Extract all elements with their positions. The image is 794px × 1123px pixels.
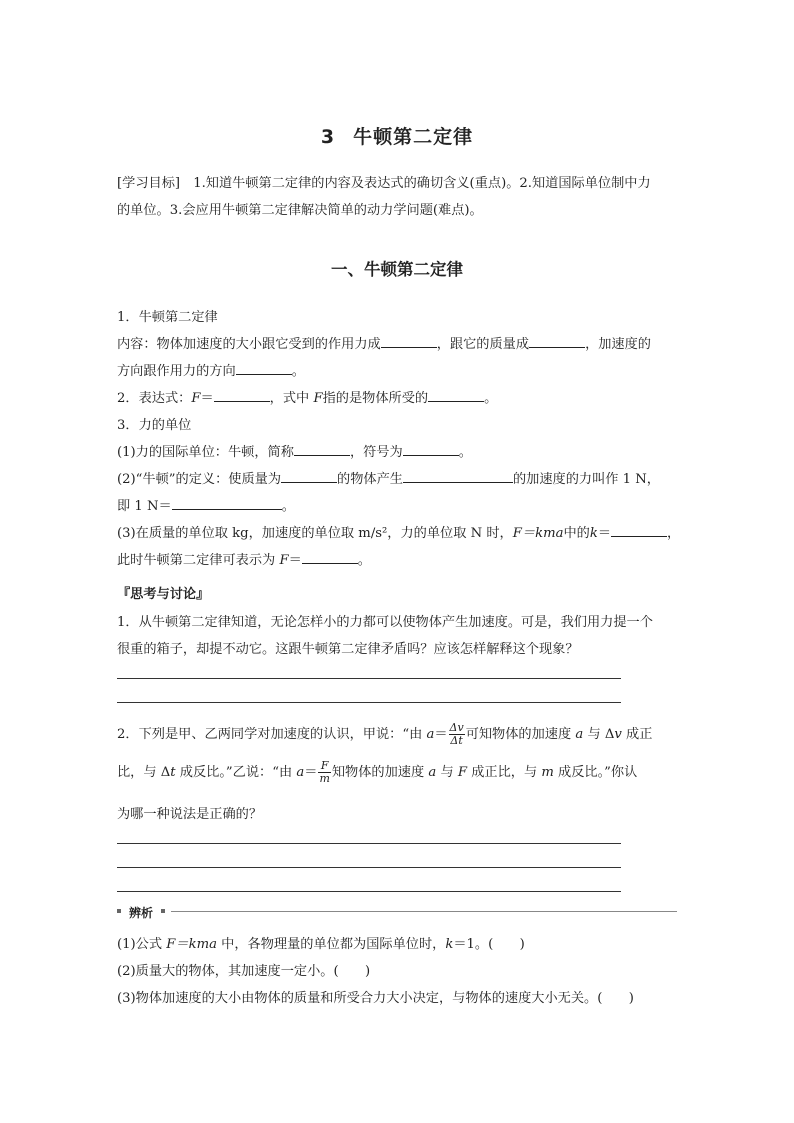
analysis-statement-3: (3)物体加速度的大小由物体的质量和所受合力大小决定，与物体的速度大小无关。( ): [117, 991, 634, 1006]
objectives-line-2: 的单位。3.会应用牛顿第二定律解决简单的动力学问题(难点)。: [117, 203, 483, 218]
answer-blank[interactable]: [611, 522, 667, 537]
answer-blank[interactable]: [294, 441, 350, 456]
section-heading: 一、牛顿第二定律: [331, 260, 463, 279]
discussion-heading: 『思考与讨论』: [117, 587, 210, 602]
item3-sub3-line-2: 此时牛顿第二定律可表示为 F＝ 。: [117, 549, 371, 568]
answer-blank[interactable]: [403, 468, 513, 483]
question-1-line-1: 1．从牛顿第二定律知道，无论怎样小的力都可以使物体产生加速度。可是，我们用力提一个: [117, 615, 653, 630]
item3-sub2-line-1: (2)“牛顿”的定义：使质量为 的物体产生 的加速度的力叫作 1 N，: [117, 468, 660, 487]
item3-sub2-line-2: 即 1 N＝ 。: [117, 495, 295, 514]
question-1-line-2: 很重的箱子，却提不动它。这跟牛顿第二定律矛盾吗？应该怎样解释这个现象？: [117, 642, 579, 657]
item1-content-line-2: 方向跟作用力的方向 。: [117, 360, 305, 379]
answer-blank[interactable]: [381, 333, 437, 348]
analysis-statement-1: (1)公式 F＝kma 中，各物理量的单位都为国际单位时，k＝1。( ): [117, 937, 525, 952]
answer-line[interactable]: [117, 678, 621, 679]
answer-line[interactable]: [117, 891, 621, 892]
analysis-label: 辨析: [129, 906, 154, 920]
question-2-line-2: 比，与 Δt 成反比。”乙说：“由 a＝ $\frac{F}{m}$ 知物体的加速度 a 与 F 成正比，与 m 成反比。”你认: [117, 759, 638, 785]
answer-blank[interactable]: [281, 468, 337, 483]
analysis-statement-2: (2)质量大的物体，其加速度一定小。( ): [117, 964, 371, 979]
answer-blank[interactable]: [214, 387, 270, 402]
analysis-header: [117, 904, 677, 920]
question-2-line-3: 为哪一种说法是正确的？: [117, 807, 263, 822]
divider: [171, 911, 677, 912]
question-2-line-1: 2．下列是甲、乙两同学对加速度的认识，甲说：“由 a＝ $\frac{\Delta v}{\Delta t}$ 可知物体的加速度 a 与 Δv 成正: [117, 721, 653, 747]
answer-line[interactable]: [117, 867, 621, 868]
answer-blank[interactable]: [236, 360, 292, 375]
answer-line[interactable]: [117, 702, 621, 703]
bullet-icon: [161, 909, 165, 913]
objectives-line-1: [学习目标] 1.知道牛顿第二定律的内容及表达式的确切含义(重点)。2.知道国际单位制中力: [117, 176, 651, 191]
item1-heading: 1．牛顿第二定律: [117, 310, 218, 325]
page-title: [117, 122, 677, 149]
answer-line[interactable]: [117, 843, 621, 844]
answer-blank[interactable]: [302, 549, 358, 564]
fraction-dv-dt: $\frac{\Delta v}{\Delta t}$: [449, 721, 464, 747]
title-text: 牛顿第二定律: [353, 126, 474, 148]
learning-objectives: [117, 170, 677, 224]
answer-blank[interactable]: [172, 495, 282, 510]
answer-blank[interactable]: [529, 333, 585, 348]
answer-blank[interactable]: [403, 441, 459, 456]
item3-heading: 3．力的单位: [117, 418, 192, 433]
item3-sub1: (1)力的国际单位：牛顿，简称 ，符号为 。: [117, 441, 472, 460]
bullet-icon: [117, 909, 121, 913]
item2-expression: 2．表达式：F＝ ，式中 F指的是物体所受的 。: [117, 387, 497, 406]
item3-sub3-line-1: (3)在质量的单位取 kg，加速度的单位取 m/s²，力的单位取 N 时，F＝kma中的k＝ ，: [117, 522, 680, 541]
answer-blank[interactable]: [428, 387, 484, 402]
title-number: 3: [320, 126, 336, 148]
fraction-f-m: $\frac{F}{m}$: [319, 759, 330, 785]
item1-content-line-1: 内容：物体加速度的大小跟它受到的作用力成 ，跟它的质量成 ，加速度的: [117, 333, 651, 352]
